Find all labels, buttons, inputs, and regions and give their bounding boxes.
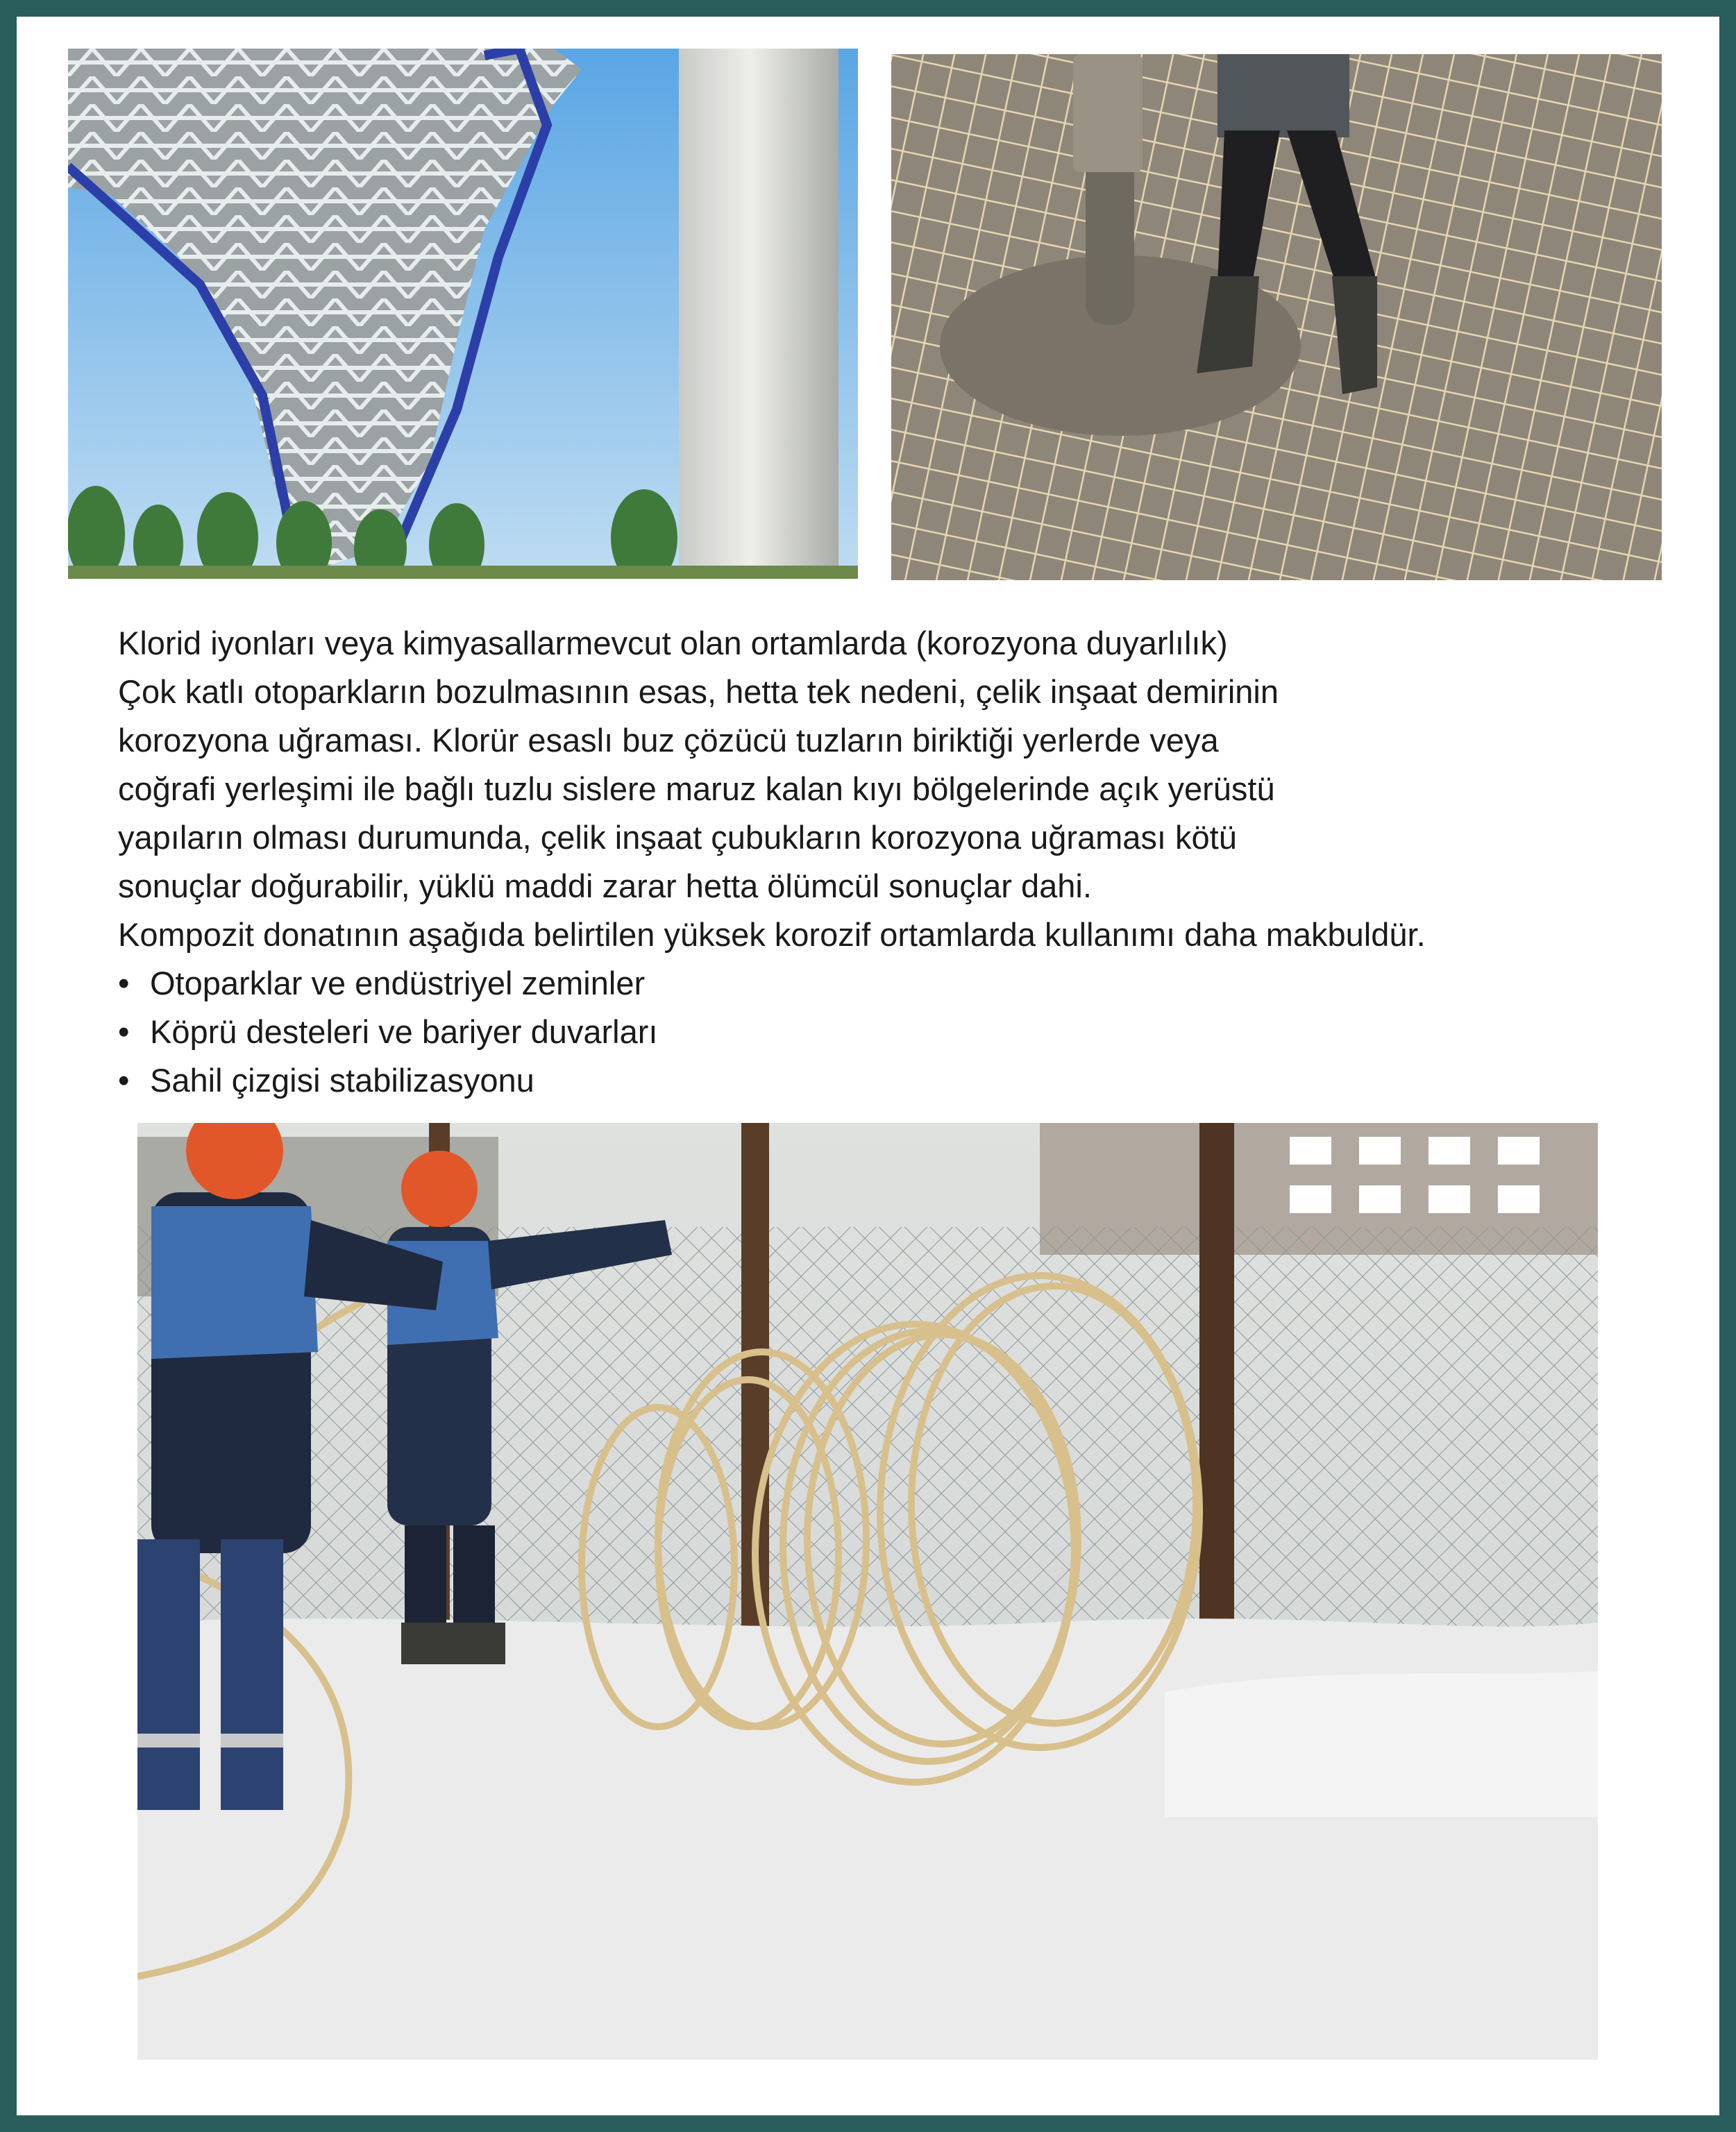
bullet-icon: •	[118, 965, 130, 1001]
composite-rebar-coils-photo	[137, 1123, 1598, 2060]
list-item	[118, 1008, 1680, 1056]
list-item	[118, 959, 1680, 1008]
bullet-icon: •	[118, 1013, 130, 1050]
text-line: korozyona uğraması. Klorür esaslı buz çözücü tuzların biriktiği yerlerde veya	[118, 722, 1219, 759]
list-item-label: Otoparklar ve endüstriyel zeminler	[150, 965, 646, 1001]
text-line: Çok katlı otoparkların bozulmasının esas, hetta tek nedeni, çelik inşaat demirinin	[118, 673, 1279, 710]
text-line: coğrafi yerleşimi ile bağlı tuzlu sislere maruz kalan kıyı bölgelerinde açık yerüstü	[118, 770, 1275, 807]
text-line: Klorid iyonları veya kimyasallarmevcut olan ortamlarda (korozyona duyarlılık)	[118, 625, 1228, 661]
concrete-pouring-photo	[891, 54, 1662, 580]
bridge-photo	[68, 49, 858, 579]
text-line: yapıların olması durumunda, çelik inşaat çubukların korozyona uğraması kötü	[118, 819, 1237, 856]
page	[17, 17, 1719, 2115]
text-line: sonuçlar doğurabilir, yüklü maddi zarar hetta ölümcül sonuçlar dahi.	[118, 868, 1092, 904]
list-item-label: Sahil çizgisi stabilizasyonu	[150, 1062, 534, 1099]
list-item	[118, 1056, 1680, 1105]
bullet-icon: •	[118, 1062, 130, 1099]
list-item-label: Köprü desteleri ve bariyer duvarları	[150, 1013, 658, 1050]
bullet-list	[118, 959, 1680, 1105]
body-text	[118, 619, 1680, 1105]
text-line: Kompozit donatının aşağıda belirtilen yüksek korozif ortamlarda kullanımı daha makbuldür.	[118, 916, 1426, 953]
